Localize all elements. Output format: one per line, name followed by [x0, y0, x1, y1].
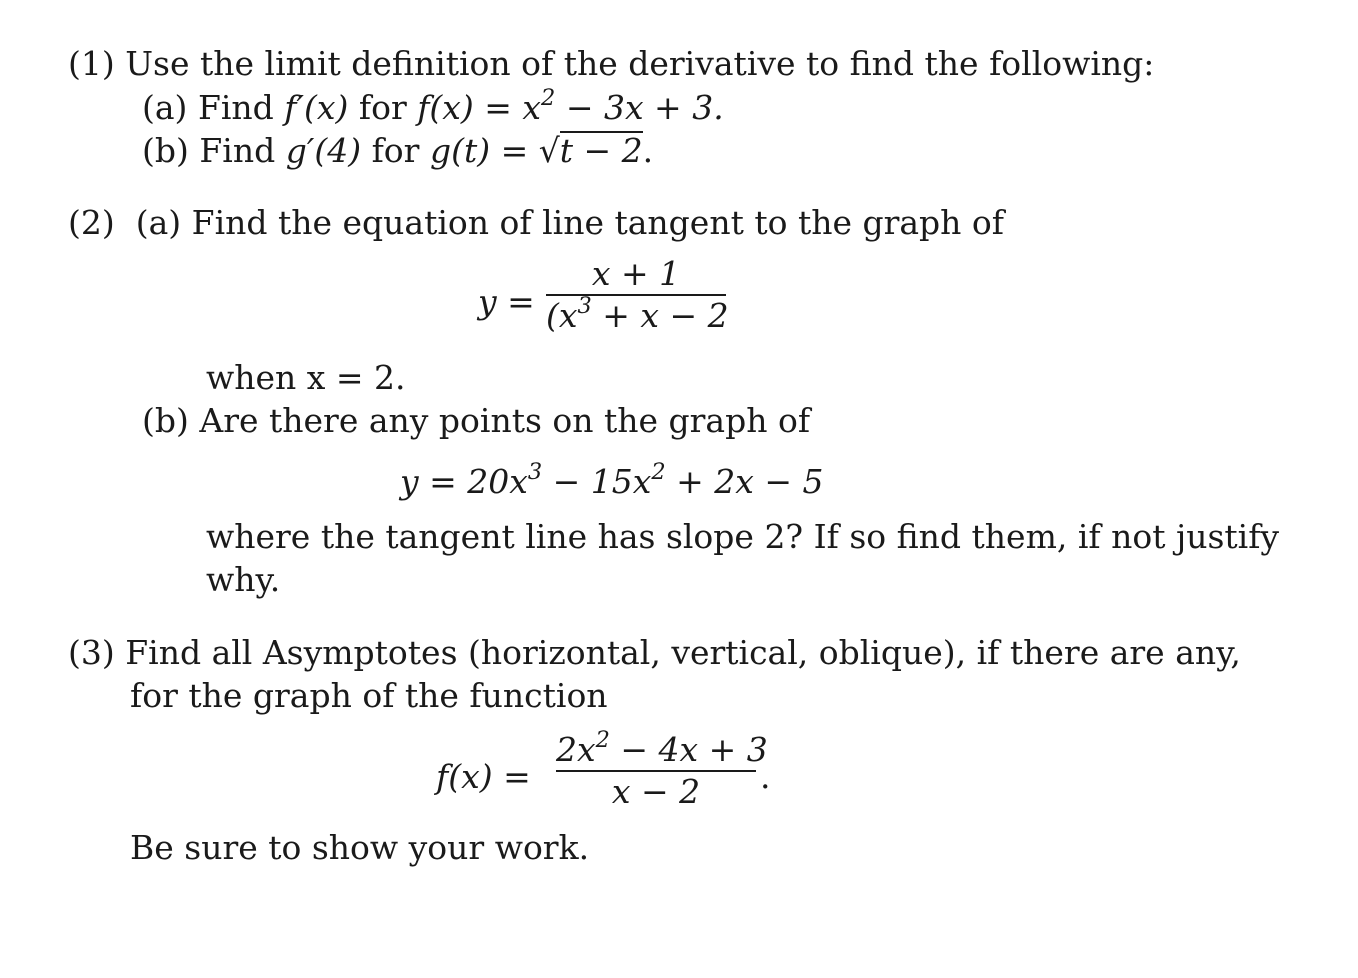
sqrt-sign-icon: √ — [538, 131, 560, 170]
problem-2b-followup-line-1: where the tangent line has slope 2? If so find them, if not justify — [206, 517, 1280, 556]
problem-1a-label: (a) — [142, 88, 188, 127]
problem-2a-denominator: ($x^3 + x - 2$ — [546, 292, 729, 335]
problem-1b-function: g(t) = — [429, 131, 539, 170]
problem-2a-label: (a) — [135, 203, 182, 242]
problem-1b-sqrt — [539, 131, 643, 171]
problem-3-fraction — [556, 726, 768, 812]
problem-2b-followup-line-2: why. — [206, 560, 281, 599]
problem-2a-numerator: x + 1 — [591, 254, 681, 293]
problem-1b-trailing: . — [642, 131, 654, 170]
problem-1a-fprime: f′(x) — [284, 88, 349, 127]
problem-3-lhs: f(x) = — [436, 757, 531, 796]
problem-2b-text: Are there any points on the graph of — [199, 401, 811, 440]
problem-2a-when: when x = 2. — [206, 358, 406, 397]
problem-1b — [142, 131, 653, 171]
problem-3-closing: Be sure to show your work. — [130, 828, 590, 867]
problem-1-heading — [68, 44, 1154, 84]
problem-3-line-1: Find all Asymptotes (horizontal, vertical, oblique), if there are any, — [125, 633, 1241, 672]
problem-1a-for: for — [358, 88, 407, 127]
problem-1a-find: Find — [197, 88, 274, 127]
problem-1-number: (1) — [68, 44, 115, 83]
problem-3-trailing: . — [760, 757, 771, 796]
problem-3-denominator: x − 2 — [611, 772, 701, 811]
problem-2b — [142, 401, 810, 441]
problem-1a — [142, 84, 724, 128]
problem-1a-function: $f(x) = x^2 - 3x + 3$. — [417, 84, 724, 127]
problem-1-prompt: Use the limit definition of the derivative to find the following: — [125, 44, 1155, 83]
problem-1b-radicand: t − 2 — [559, 131, 643, 170]
problem-2a-text: Find the equation of line tangent to the graph of — [191, 203, 1005, 242]
problem-2a-lhs: y = — [478, 282, 535, 321]
problem-2b-equation: $y = 20x^3 - 15x^2 + 2x - 5$ — [400, 458, 824, 501]
problem-3-numerator: $2x^2 - 4x + 3$ — [556, 726, 768, 769]
problem-2a-fraction — [546, 254, 729, 336]
problem-3-line-2: for the graph of the function — [130, 676, 608, 715]
problem-1b-gprime: g′(4) — [285, 131, 362, 170]
problem-2-number: (2) — [68, 203, 115, 242]
problem-2b-label: (b) — [142, 401, 189, 440]
problem-1b-for: for — [371, 131, 420, 170]
problem-3-heading — [68, 633, 1241, 673]
problem-2-heading — [68, 203, 1004, 243]
problem-1b-find: Find — [199, 131, 276, 170]
problem-3-number: (3) — [68, 633, 115, 672]
problem-1b-label: (b) — [142, 131, 189, 170]
